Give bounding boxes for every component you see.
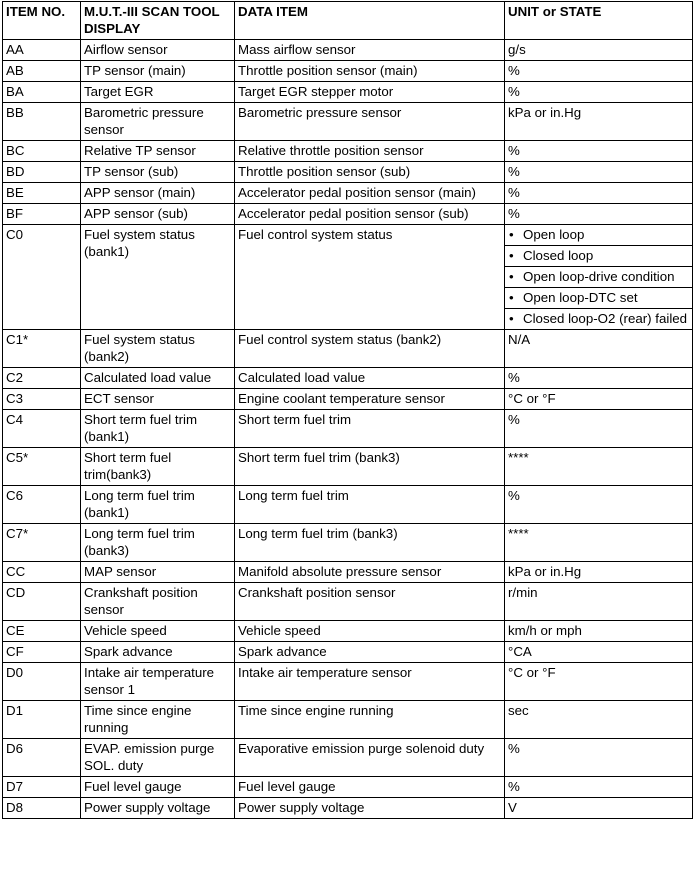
unit-cell: V [505, 798, 693, 819]
scan-tool-display-cell: Fuel system status (bank1) [81, 225, 235, 330]
item-no-cell: D1 [3, 701, 81, 739]
item-no-cell: CE [3, 621, 81, 642]
unit-cell: °C or °F [505, 389, 693, 410]
scan-tool-display-cell: Crankshaft position sensor [81, 583, 235, 621]
unit-cell: % [505, 141, 693, 162]
scan-tool-display-cell: Target EGR [81, 82, 235, 103]
state-list-item [505, 309, 692, 329]
data-item-cell: Time since engine running [235, 701, 505, 739]
scan-tool-display-cell: Intake air temperature sensor 1 [81, 663, 235, 701]
scan-tool-display-cell: Calculated load value [81, 368, 235, 389]
item-no-cell: CD [3, 583, 81, 621]
unit-cell: % [505, 486, 693, 524]
item-no-cell: C4 [3, 410, 81, 448]
scan-tool-display-cell: Fuel system status (bank2) [81, 330, 235, 368]
item-no-cell: D8 [3, 798, 81, 819]
scan-tool-display-cell: Short term fuel trim (bank1) [81, 410, 235, 448]
data-item-cell: Relative throttle position sensor [235, 141, 505, 162]
data-item-cell: Evaporative emission purge solenoid duty [235, 739, 505, 777]
table-row [3, 389, 693, 410]
state-text: Open loop-drive condition [523, 269, 675, 284]
data-item-cell: Accelerator pedal position sensor (sub) [235, 204, 505, 225]
unit-cell: % [505, 61, 693, 82]
scan-tool-display-cell: Fuel level gauge [81, 777, 235, 798]
item-no-cell: CC [3, 562, 81, 583]
table-header-row [3, 2, 693, 40]
state-list-item [505, 225, 692, 246]
item-no-cell: C1* [3, 330, 81, 368]
unit-cell: **** [505, 448, 693, 486]
table-row [3, 40, 693, 61]
table-row [3, 183, 693, 204]
scan-tool-display-cell: APP sensor (sub) [81, 204, 235, 225]
item-no-cell: D7 [3, 777, 81, 798]
data-item-cell: Barometric pressure sensor [235, 103, 505, 141]
table-row [3, 368, 693, 389]
table-row [3, 562, 693, 583]
item-no-cell: BB [3, 103, 81, 141]
scan-tool-display-cell: Relative TP sensor [81, 141, 235, 162]
scan-tool-display-cell: Barometric pressure sensor [81, 103, 235, 141]
bullet-icon: • [509, 269, 514, 284]
scan-tool-display-cell: Long term fuel trim (bank1) [81, 486, 235, 524]
item-no-cell: C2 [3, 368, 81, 389]
table-row [3, 225, 693, 330]
item-no-cell: AA [3, 40, 81, 61]
unit-cell: g/s [505, 40, 693, 61]
state-list-item [505, 267, 692, 288]
data-item-cell: Spark advance [235, 642, 505, 663]
table-row [3, 103, 693, 141]
unit-cell: % [505, 183, 693, 204]
data-item-cell: Throttle position sensor (sub) [235, 162, 505, 183]
unit-cell: °CA [505, 642, 693, 663]
table-row [3, 448, 693, 486]
data-item-cell: Power supply voltage [235, 798, 505, 819]
data-item-cell: Fuel level gauge [235, 777, 505, 798]
item-no-cell: C3 [3, 389, 81, 410]
data-item-cell: Manifold absolute pressure sensor [235, 562, 505, 583]
item-no-cell: BD [3, 162, 81, 183]
unit-cell: % [505, 739, 693, 777]
unit-cell: % [505, 82, 693, 103]
unit-cell: **** [505, 524, 693, 562]
item-no-cell: C5* [3, 448, 81, 486]
unit-cell: kPa or in.Hg [505, 103, 693, 141]
state-text: Open loop-DTC set [523, 290, 638, 305]
state-text: Closed loop-O2 (rear) failed [523, 311, 688, 326]
data-item-cell: Vehicle speed [235, 621, 505, 642]
item-no-cell: D6 [3, 739, 81, 777]
scan-tool-display-cell: EVAP. emission purge SOL. duty [81, 739, 235, 777]
scan-tool-display-cell: MAP sensor [81, 562, 235, 583]
data-item-cell: Short term fuel trim (bank3) [235, 448, 505, 486]
table-row [3, 204, 693, 225]
table-row [3, 162, 693, 183]
unit-cell: % [505, 204, 693, 225]
item-no-cell: CF [3, 642, 81, 663]
data-item-cell: Fuel control system status [235, 225, 505, 330]
scan-tool-display-cell: TP sensor (main) [81, 61, 235, 82]
data-item-cell: Long term fuel trim (bank3) [235, 524, 505, 562]
unit-cell: N/A [505, 330, 693, 368]
table-row [3, 642, 693, 663]
scan-tool-display-cell: TP sensor (sub) [81, 162, 235, 183]
table-row [3, 330, 693, 368]
header-scan-tool-display: M.U.T.-III SCAN TOOL DISPLAY [81, 2, 235, 40]
table-row [3, 410, 693, 448]
data-item-cell: Target EGR stepper motor [235, 82, 505, 103]
table-row [3, 621, 693, 642]
item-no-cell: BC [3, 141, 81, 162]
unit-cell: % [505, 162, 693, 183]
state-list-item [505, 246, 692, 267]
item-no-cell: BF [3, 204, 81, 225]
item-no-cell: BE [3, 183, 81, 204]
data-item-cell: Intake air temperature sensor [235, 663, 505, 701]
unit-cell: °C or °F [505, 663, 693, 701]
bullet-icon: • [509, 311, 514, 326]
header-unit-or-state: UNIT or STATE [505, 2, 693, 40]
item-no-cell: AB [3, 61, 81, 82]
state-list-item [505, 288, 692, 309]
item-no-cell: D0 [3, 663, 81, 701]
scan-tool-display-cell: Short term fuel trim(bank3) [81, 448, 235, 486]
data-item-cell: Crankshaft position sensor [235, 583, 505, 621]
table-row [3, 61, 693, 82]
data-item-cell: Calculated load value [235, 368, 505, 389]
unit-cell: km/h or mph [505, 621, 693, 642]
table-row [3, 777, 693, 798]
scan-data-table [2, 1, 693, 819]
table-row [3, 739, 693, 777]
unit-cell: r/min [505, 583, 693, 621]
state-text: Open loop [523, 227, 585, 242]
item-no-cell: C0 [3, 225, 81, 330]
table-row [3, 141, 693, 162]
table-row [3, 524, 693, 562]
item-no-cell: C7* [3, 524, 81, 562]
scan-tool-display-cell: Power supply voltage [81, 798, 235, 819]
data-item-cell: Fuel control system status (bank2) [235, 330, 505, 368]
header-data-item: DATA ITEM [235, 2, 505, 40]
unit-cell: kPa or in.Hg [505, 562, 693, 583]
data-item-cell: Engine coolant temperature sensor [235, 389, 505, 410]
scan-tool-display-cell: ECT sensor [81, 389, 235, 410]
data-item-cell: Mass airflow sensor [235, 40, 505, 61]
scan-tool-display-cell: Time since engine running [81, 701, 235, 739]
unit-cell: sec [505, 701, 693, 739]
table-row [3, 663, 693, 701]
scan-tool-display-cell: APP sensor (main) [81, 183, 235, 204]
header-item-no: ITEM NO. [3, 2, 81, 40]
table-row [3, 583, 693, 621]
item-no-cell: C6 [3, 486, 81, 524]
scan-tool-display-cell: Vehicle speed [81, 621, 235, 642]
table-body [3, 40, 693, 819]
data-item-cell: Long term fuel trim [235, 486, 505, 524]
state-list-cell [505, 225, 693, 330]
table-row [3, 701, 693, 739]
scan-tool-display-cell: Long term fuel trim (bank3) [81, 524, 235, 562]
unit-cell: % [505, 410, 693, 448]
table-row [3, 486, 693, 524]
scan-tool-display-cell: Airflow sensor [81, 40, 235, 61]
bullet-icon: • [509, 290, 514, 305]
unit-cell: % [505, 368, 693, 389]
data-item-cell: Accelerator pedal position sensor (main) [235, 183, 505, 204]
bullet-icon: • [509, 227, 514, 242]
bullet-icon: • [509, 248, 514, 263]
item-no-cell: BA [3, 82, 81, 103]
unit-cell: % [505, 777, 693, 798]
state-text: Closed loop [523, 248, 594, 263]
table-row [3, 798, 693, 819]
table-row [3, 82, 693, 103]
scan-tool-display-cell: Spark advance [81, 642, 235, 663]
data-item-cell: Short term fuel trim [235, 410, 505, 448]
data-item-cell: Throttle position sensor (main) [235, 61, 505, 82]
